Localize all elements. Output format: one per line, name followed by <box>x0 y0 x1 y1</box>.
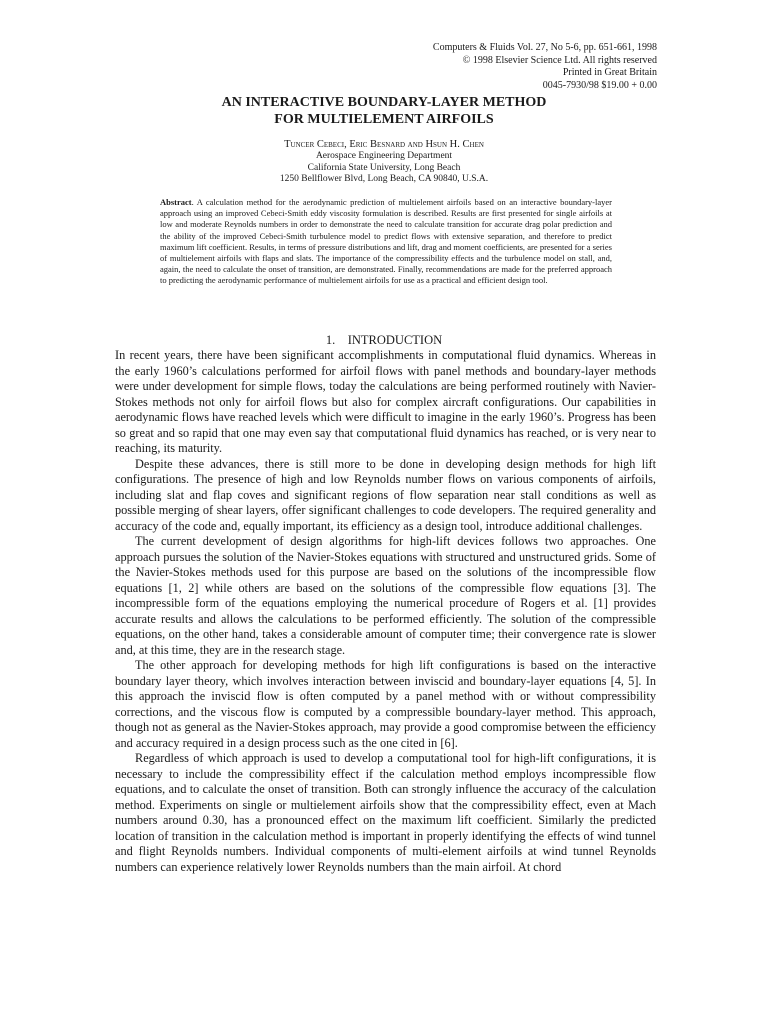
section-heading <box>0 333 768 348</box>
affiliation-university: California State University, Long Beach <box>307 162 461 173</box>
title-line-1: AN INTERACTIVE BOUNDARY-LAYER METHOD <box>221 95 547 110</box>
paragraph: Regardless of which approach is used to develop a computational tool for high-lift configurations, it is necessary to include the compressibility effect if the calculation method employs incompressible flow equations, and to calculate the onset of transition. Both can strongly influence the accuracy of the calculation method. Experiments on single or multielement airfoils show that the compressibility effect, even at Mach numbers around 0.30, has a pronounced effect on the maximum lift coefficient. Similarly the predicted location of transition in the calculation method is important in properly identifying the effects of wind tunnel and flight Reynolds numbers. Individual components of multi-element airfoils at wind tunnel Reynolds numbers can experience relatively lower Reynolds numbers than the main airfoil. At chord <box>115 751 656 874</box>
paragraph: Despite these advances, there is still more to be done in developing design methods for high lift configurations. The presence of high and low Reynolds number flows on various components of airfoils, including slat and flap coves and significant regions of flow separation near stall conditions as well as possible merging of shear layers, offer significant challenges to code developers. The required generality and accuracy of the code and, equally important, its efficiency as a design tool, introduce additional challenges. <box>115 456 656 533</box>
body-text <box>115 348 656 875</box>
journal-issn-price: 0045-7930/98 $19.00 + 0.00 <box>542 79 657 91</box>
section-title: INTRODUCTION <box>347 333 443 347</box>
journal-info <box>433 42 657 92</box>
affiliation-address: 1250 Bellflower Blvd, Long Beach, CA 90840, U.S.A. <box>279 174 489 184</box>
affiliation <box>0 151 768 186</box>
section-number: 1. <box>325 333 336 347</box>
author-list: Tuncer Cebeci, Eric Besnard and Hsun H. Chen <box>284 139 484 150</box>
journal-copyright: © 1998 Elsevier Science Ltd. All rights reserved <box>462 54 657 66</box>
abstract-text: . A calculation method for the aerodynamic prediction of multielement airfoils based on an interactive boundary-layer approach using an improved Cebeci-Smith eddy viscosity formulation is described. Results are first presented for single airfoils at low and moderate Reynolds numbers in order to demonstrate the need to calculate transition for accurate drag polar prediction and the ability of the improved Cebeci-Smith turbulence model to predict flows with extensive separation, and therefore to predict maximum lift coefficient. Results, in terms of pressure distributions and lift, drag and moment coefficients, are presented for a series of multielement airfoils with flaps and slats. The importance of the compressibility effects and the turbulence model on stall, and, again, the need to calculate the onset of transition, are demonstrated. Finally, recommendations are made for the preferred approach to predicting the aerodynamic performance of multielement airfoils for use as a practical and efficient design tool. <box>160 197 612 286</box>
paragraph: In recent years, there have been significant accomplishments in computational fluid dynamics. Whereas in the early 1960’s calculations performed for airfoil flows with panel methods and boundary-layer methods were under development for simple flows, today the calculations are being performed routinely with Navier-Stokes methods not only for airfoil flows but also for complex aircraft configurations. Our capabilities in aerodynamic flows have reached levels which were difficult to imagine in the early 1960’s. Progress has been so great and so rapid that one may even say that computational fluid dynamics has reached, or is very near to reaching, its maturity. <box>115 348 656 455</box>
paragraph: The other approach for developing methods for high lift configurations is based on the interactive boundary layer theory, which involves interaction between inviscid and boundary-layer equations [4, 5]. In this approach the inviscid flow is often computed by a panel method with or without compressibility corrections, and the viscous flow is computed by a compressible boundary-layer method. This approach, though not as general as the Navier-Stokes approach, may provide a good compromise between the efficiency and accuracy required in a design process such as the one cited in [6]. <box>115 658 656 750</box>
paper-title <box>0 94 768 128</box>
journal-printed: Printed in Great Britain <box>562 67 657 78</box>
affiliation-department: Aerospace Engineering Department <box>315 151 453 161</box>
paragraph: The current development of design algorithms for high-lift devices follows two approaches. One approach pursues the solution of the Navier-Stokes equations with structured and unstructured grids. Some of the Navier-Stokes methods used for this purpose are based on the solutions of the incompressible flow equations [1, 2] while others are based on the solutions of the compressible flow equations [3]. The incompressible form of the equations employing the numerical procedure of Rogers et al. [1] provides accurate results and allows the calculations to be performed efficiently. The solution of the compressible equations, on the other hand, takes a considerable amount of computer time; their convergence rate is slower and, at this time, they are in the research stage. <box>115 534 656 657</box>
abstract-label: Abstract <box>160 197 192 207</box>
title-line-2: FOR MULTIELEMENT AIRFOILS <box>274 112 494 127</box>
abstract <box>160 197 612 287</box>
journal-citation: Computers & Fluids Vol. 27, No 5-6, pp. 651-661, 1998 <box>432 42 657 53</box>
